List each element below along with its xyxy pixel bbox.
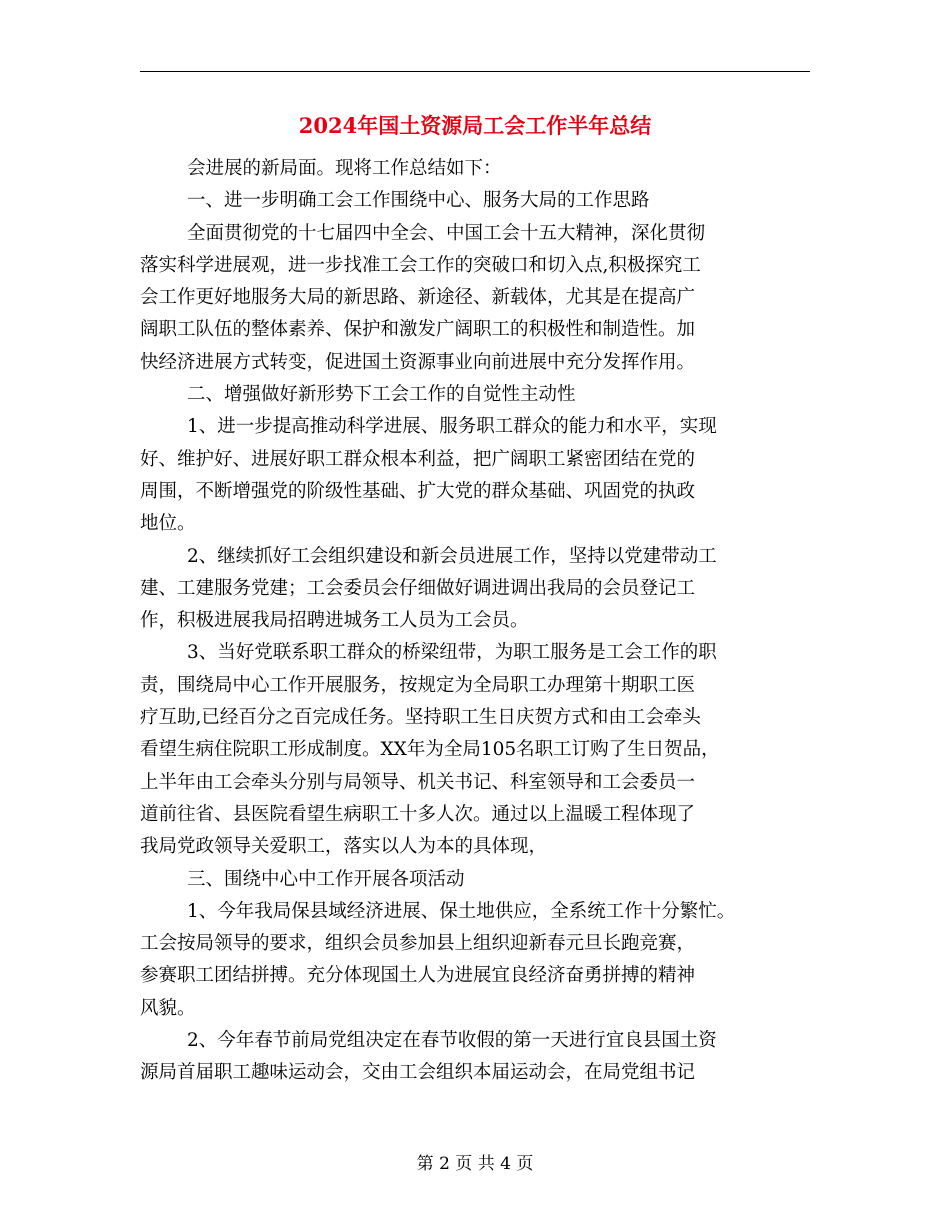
body-line: 好、维护好、进展好职工群众根本利益，把广阔职工紧密团结在党的 [140,448,696,470]
document-title: 2024年国土资源局工会工作半年总结 [298,113,652,138]
body-line: 三、围绕中心中工作开展各项活动 [187,868,465,890]
body-line: 3、当好党联系职工群众的桥梁纽带，为职工服务是工会工作的职 [187,642,717,664]
body-line: 二、增强做好新形势下工会工作的自觉性主动性 [187,384,576,406]
body-line: 快经济进展方式转变，促进国土资源事业向前进展中充分发挥作用。 [140,351,696,373]
body-line: 落实科学进展观，进一步找准工会工作的突破口和切入点,积极探究工 [140,254,701,276]
body-line: 会工作更好地服务大局的新思路、新途径、新载体，尤其是在提高广 [140,287,696,309]
body-line: 阔职工队伍的整体素养、保护和激发广阔职工的积极性和制造性。加 [140,319,696,341]
body-line: 疗互助,已经百分之百完成任务。坚持职工生日庆贺方式和由工会牵头 [140,707,701,729]
header-rule [140,71,810,72]
document-body [140,153,820,1090]
body-line: 道前往省、县医院看望生病职工十多人次。通过以上温暖工程体现了 [140,803,696,825]
body-line: 1、今年我局保县域经济进展、保土地供应，全系统工作十分繁忙。 [187,900,736,922]
body-line: 2、继续抓好工会组织建设和新会员进展工作，坚持以党建带动工 [187,545,717,567]
body-line: 一、进一步明确工会工作围绕中心、服务大局的工作思路 [187,190,650,212]
page-number: 第 2 页 共 4 页 [416,1154,534,1174]
body-line: 地位。 [140,513,196,535]
body-line: 责，围绕局中心工作开展服务，按规定为全局职工办理第十期职工医 [140,674,696,696]
body-line: 源局首届职工趣味运动会，交由工会组织本届运动会，在局党组书记 [140,1062,696,1084]
body-line: 2、今年春节前局党组决定在春节收假的第一天进行宜良县国土资 [187,1030,717,1052]
body-line: 建、工建服务党建；工会委员会仔细做好调进调出我局的会员登记工 [140,577,696,599]
body-line: 全面贯彻党的十七届四中全会、中国工会十五大精神，深化贯彻 [187,222,706,244]
body-line: 上半年由工会牵头分别与局领导、机关书记、科室领导和工会委员一 [140,771,696,793]
body-line: 工会按局领导的要求，组织会员参加县上组织迎新春元旦长跑竞赛， [140,933,696,955]
body-line: 参赛职工团结拼搏。充分体现国土人为进展宜良经济奋勇拼搏的精神 [140,965,696,987]
body-line: 作，积极进展我局招聘进城务工人员为工会员。 [140,610,529,632]
body-line: 我局党政领导关爱职工，落实以人为本的具体现， [140,836,548,858]
body-line: 会进展的新局面。现将工作总结如下： [187,158,502,179]
body-line: 风貌。 [140,997,196,1019]
body-line: 看望生病住院职工形成制度。XX年为全局105名职工订购了生日贺品， [140,739,720,761]
body-line: 周围，不断增强党的阶级性基础、扩大党的群众基础、巩固党的执政 [140,480,696,502]
body-line: 1、进一步提高推动科学进展、服务职工群众的能力和水平，实现 [187,416,717,438]
